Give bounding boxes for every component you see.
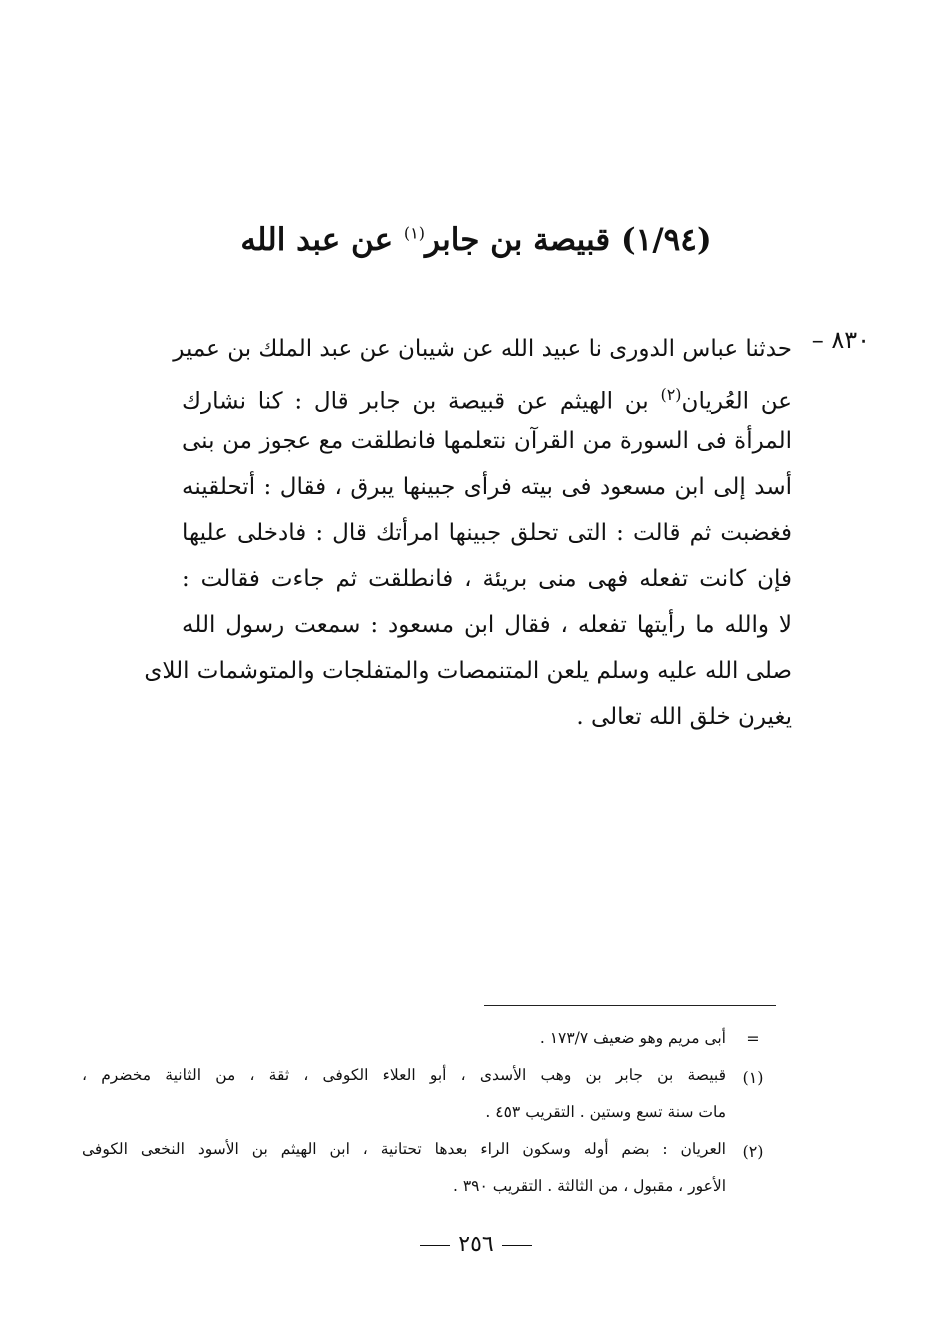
- text-line: صلى الله عليه وسلم يلعن المتنمصات والمتفلجات والمتوشمات اللاى: [144, 658, 792, 684]
- text-segment: عن العُريان: [681, 388, 793, 415]
- chapter-title-main: (١/٩٤) قبيصة بن جابر: [425, 222, 712, 258]
- chapter-title: [0, 222, 952, 258]
- text-line: فغضبت ثم قالت : التى تحلق جبينها امرأتك قال : فادخلى عليها: [182, 520, 792, 546]
- page-number: [0, 1232, 952, 1257]
- text-line: لا والله ما رأيتها تفعله ، فقال ابن مسعود : سمعت رسول الله: [182, 612, 792, 638]
- footnote-reference-2: (٢): [660, 385, 682, 404]
- footnote-divider: [484, 1005, 776, 1006]
- hadith-text: [144, 326, 793, 740]
- text-line: حدثنا عباس الدورى نا عبيد الله عن شيبان عن عبد الملك بن عمير: [173, 336, 792, 362]
- chapter-title-tail: عن عبد الله: [240, 222, 404, 258]
- page-number-dash: [502, 1245, 532, 1246]
- footnote-reference-1: (١): [403, 223, 426, 243]
- text-line: المرأة فى السورة من القرآن نتعلمها فانطلقت مع عجوز من بنى: [182, 428, 792, 454]
- page-number-value: ٢٥٦: [458, 1232, 494, 1257]
- hadith-number: ٨٣٠ –: [811, 326, 870, 354]
- text-line: أسد إلى ابن مسعود فى بيته فرأى جبينها يبرق ، فقال : أتحلقينه: [182, 474, 792, 500]
- text-line: فإن كانت تفعله فهى منى بريئة ، فانطلقت ثم جاءت فقالت :: [182, 566, 792, 592]
- footnote-continuation-text: أبى مريم وهو ضعيف ١٧٣/٧ .: [539, 1029, 726, 1047]
- footnote-2-marker: (٢): [742, 1142, 764, 1161]
- footnotes-block: [82, 1020, 726, 1205]
- text-line: [182, 372, 792, 418]
- text-line: يغيرن خلق الله تعالى .: [576, 704, 792, 730]
- footnote-2-line: الأعور ، مقبول ، من الثالثة . التقريب ٣٩٠ .: [452, 1177, 726, 1195]
- page-number-dash: [420, 1245, 450, 1246]
- footnote-continuation-marker: =: [746, 1029, 760, 1048]
- footnote-1-marker: (١): [742, 1068, 764, 1087]
- footnote-1-line: قبيصة بن جابر بن وهب الأسدى ، أبو العلاء الكوفى ، ثقة ، من الثانية مخضرم ،: [82, 1066, 726, 1084]
- footnote-1-line: مات سنة تسع وستين . التقريب ٤٥٣ .: [485, 1103, 726, 1121]
- footnote-2-line: العريان : بضم أوله وسكون الراء بعدها تحتانية ، ابن الهيثم بن الأسود النخعى الكوفى: [82, 1140, 726, 1158]
- text-segment: بن الهيثم عن قبيصة بن جابر قال : كنا نشارك: [182, 388, 661, 415]
